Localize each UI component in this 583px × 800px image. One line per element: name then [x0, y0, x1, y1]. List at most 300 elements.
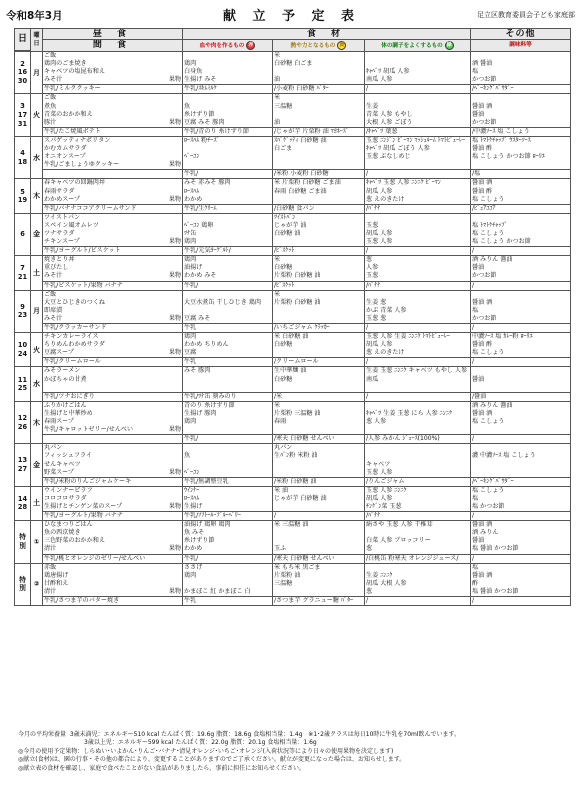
dish-item: [44, 444, 181, 452]
day-date: 9 23: [15, 290, 31, 332]
dish-name: みそ汁: [44, 272, 63, 280]
ingredient-line: 玉葱 人参 生姜 ﾆﾝﾆｸ ﾄﾏﾄﾋﾟｭｰﾚｰ: [366, 333, 450, 341]
day-row: [15, 136, 571, 169]
snack-red: 牛乳/ｽｷﾑﾐﾙｸ: [183, 85, 273, 94]
day-date: 特別: [15, 563, 31, 605]
dish-item: [44, 545, 181, 553]
snack-other: /中濃ｿｰｽ 塩 こしょう: [471, 127, 571, 136]
dish-item: [44, 307, 181, 315]
day-weekday: 月: [31, 290, 43, 332]
dish-name: ご飯: [44, 52, 57, 59]
ingredient-line: 濃 中濃ｿｰｽ 塩 こしょう: [472, 452, 536, 460]
ingredient-line: [274, 68, 363, 76]
ingredient-line: 絹さや 玉葱 人参 干椎茸: [366, 521, 433, 529]
dish-item: [44, 537, 181, 545]
ingredients-other: [471, 179, 571, 204]
ingredient-line: [366, 94, 469, 102]
ingredient-line: [184, 291, 271, 299]
ingredient-line: 白身魚: [184, 68, 203, 76]
day-date: 2 16 30: [15, 52, 31, 94]
snack-green: /: [365, 170, 471, 179]
snack-row: [15, 392, 571, 401]
ingredient-line: 米: [274, 256, 281, 264]
ingredient-line: 生姜 玉葱 ﾆﾝﾆｸ キャベツ もやし 人参: [366, 367, 468, 375]
dish-item: [44, 572, 181, 580]
dish-name: 重ぴたし: [44, 264, 69, 272]
day-weekday: 木: [31, 179, 43, 213]
ingredients-yellow: [273, 256, 365, 281]
snack-red: 牛乳/青のり 糸けずり節: [183, 127, 273, 136]
weekday-header: 曜日: [31, 29, 43, 52]
snack-other: /ﾋﾟｭｱｺｺｱ: [471, 204, 571, 213]
ingredients-green: [365, 179, 471, 204]
snack-green: /りんごジャム: [365, 477, 471, 486]
ingredient-line: 米: [274, 52, 281, 59]
ingredients-yellow: [273, 486, 365, 511]
ingredient-line: 魚: [184, 102, 191, 110]
ingredients-red: [183, 179, 273, 204]
day-weekday: 水: [31, 367, 43, 401]
ingredient-line: 玉葱 人参: [366, 468, 393, 476]
dish-name: 野菜スープ: [44, 468, 74, 476]
snack-other: /: [471, 358, 571, 367]
ingredient-line: 玉葱: [366, 221, 379, 229]
dish-item: [44, 291, 181, 299]
ingredients-green: [365, 521, 471, 554]
snack-other: /: [471, 281, 571, 290]
fruit-label: 果物: [168, 502, 181, 510]
ingredient-line: 南瓜 人参: [366, 76, 393, 84]
day-row: [15, 521, 571, 554]
dish-name: オニオンスープ: [44, 153, 86, 161]
dish-name: ウインナーピラフ: [44, 486, 93, 494]
allergy-note: ◎献立表の食材を確認し、家庭で食べたことがない食品がありましたら、事前に担任にお知らせください。: [18, 764, 306, 772]
ingredient-line: 白砂糖: [274, 264, 293, 272]
ingredient-line: [184, 214, 271, 222]
ingredient-line: ﾍﾞｰｺﾝ: [184, 153, 200, 161]
lunch-header: 昼 食: [43, 29, 183, 40]
month-label: 令和8年3月: [6, 10, 63, 22]
snack-yellow: /じゃが芋 片栗粉 油 ﾏﾖﾈｰｽﾞ: [273, 127, 365, 136]
ingredient-line: 片栗粉 白砂糖 油: [274, 272, 321, 280]
ingredient-line: [274, 111, 363, 119]
dish-item: [44, 349, 181, 357]
ingredient-line: ｳｲﾝﾅｰ: [184, 486, 200, 494]
snack-red: 牛乳/ｿﾌﾄｰﾙ･ﾌﾞﾙｰﾍﾞﾘｰ: [183, 512, 273, 521]
ingredients-yellow: [273, 444, 365, 477]
snack-other: /ﾍﾞｰｷﾝｸﾞﾊﾟｳﾀﾞｰ: [471, 85, 571, 94]
ingredients-green: [365, 94, 471, 127]
ingredient-line: 青のり 糸けずり節: [184, 401, 235, 409]
dish-item: [44, 503, 181, 511]
dish-name: キャベツの塩昆布和え: [44, 68, 105, 76]
snack-name: 牛乳/バナナココアクリームサンド: [43, 204, 183, 213]
ingredient-line: 塩 ﾄﾏﾄｹﾁｬｯﾌﾟ ｳｽﾀｰｿｰｽ: [472, 136, 531, 144]
dish-item: [44, 60, 181, 68]
dish-name: 焼きとり丼: [44, 256, 75, 264]
ingredient-line: 米 もち米 黒ごま: [274, 563, 321, 571]
ingredient-line: 油揚げ 鶏卵 鶏肉: [184, 521, 231, 529]
dish-name: みそ汁: [44, 76, 63, 84]
green-circle-icon: 緑: [446, 41, 452, 48]
ingredient-line: [184, 52, 271, 60]
ingredient-line: 豆腐 みそ 豚肉: [184, 118, 225, 126]
ingredient-line: 胡瓜 人参: [366, 494, 393, 502]
dish-item: [44, 384, 181, 392]
ingredients-yellow: [273, 563, 365, 596]
ingredient-line: 葱 えのきたけ: [366, 349, 405, 357]
ingredient-line: [184, 461, 271, 469]
ingredient-line: ﾂｲｽﾄﾊﾟﾝ: [274, 213, 296, 221]
day-row: [15, 486, 571, 511]
lunch-dishes: [43, 213, 183, 246]
dish-item: [44, 153, 181, 161]
ingredient-line: 醤油 酢: [472, 145, 493, 153]
ingredients-red: [183, 290, 273, 323]
ingredient-line: ﾂﾅ缶: [184, 229, 197, 237]
lunch-dishes: [43, 136, 183, 169]
snack-green: /ﾊﾞﾅﾅ: [365, 281, 471, 290]
ingredient-line: 鶏肉: [184, 418, 197, 426]
snack-name: 牛乳/米粉のりんごジャムケーキ: [43, 477, 183, 486]
snack-yellow: /寒天 白砂糖 せんべい: [273, 435, 365, 444]
ingredient-line: ﾍﾞｰｺﾝ: [184, 468, 200, 476]
snack-red: 牛乳/生ｸﾘｰﾑ: [183, 204, 273, 213]
ingredient-line: 醤油 酒: [472, 521, 493, 529]
dish-name: 三色野菜のおかか和え: [44, 537, 105, 545]
ingredient-line: 塩 こしょう: [472, 349, 505, 357]
group-yellow-header: [273, 40, 365, 52]
lunch-dishes: [43, 179, 183, 204]
dish-name: 清汁: [44, 545, 57, 553]
snack-other: /: [471, 597, 571, 606]
ingredient-line: 南瓜: [366, 375, 379, 383]
dish-item: [44, 461, 181, 469]
ingredient-line: 三温糖: [274, 102, 293, 110]
ingredients-red: [183, 213, 273, 246]
ingredients-yellow: [273, 521, 365, 554]
ingredient-line: ｷｬﾍﾞﾂ 胡瓜 ごぼう 人参: [366, 145, 430, 153]
ingredient-line: [366, 60, 469, 68]
dish-item: [44, 272, 181, 280]
day-date: 12 26: [15, 401, 31, 443]
day-row: [15, 333, 571, 358]
snack-other: /: [471, 512, 571, 521]
ingredient-line: かつお節: [472, 272, 497, 280]
day-date: 4 18: [15, 136, 31, 178]
ingredients-green: [365, 486, 471, 511]
ingredient-line: 塩: [472, 563, 479, 571]
ingredient-line: ﾛｰｽﾊﾑ: [184, 494, 200, 502]
ingredient-line: [184, 426, 271, 434]
snack-green: /ﾊﾞﾅﾅ: [365, 204, 471, 213]
fruit-label: 果物: [168, 426, 181, 434]
dish-item: [44, 179, 181, 187]
ingredient-line: 酒 みりん: [472, 529, 499, 537]
seasoning-header: 調味料等: [471, 40, 571, 52]
lunch-dishes: [43, 444, 183, 477]
ingredients-green: [365, 52, 471, 85]
ingredient-line: 片栗粉 油: [274, 571, 301, 579]
day-row: [15, 256, 571, 281]
day-weekday: 金: [31, 444, 43, 486]
ingredient-line: 醤油 酒: [472, 571, 493, 579]
ingredients-yellow: [273, 213, 365, 246]
ingredients-other: [471, 256, 571, 281]
ingredients-other: [471, 401, 571, 434]
ingredient-line: 米: [274, 290, 281, 298]
ingredient-line: 豆腐 みそ: [184, 314, 211, 322]
ingredients-red: [183, 401, 273, 434]
ingredient-line: 葱 人参: [366, 418, 387, 426]
snack-name: 牛乳/桃とオレンジのゼリー/せんべい: [43, 554, 183, 563]
ingredient-line: 酒 みりん 醤油: [472, 401, 513, 409]
dish-name: かぼちゃの甘煮: [44, 375, 87, 383]
snack-header: 間 食: [43, 40, 183, 52]
ingredients-red: [183, 521, 273, 554]
snack-yellow: /ﾋﾞｽｹｯﾄ: [273, 281, 365, 290]
ingredient-line: 葱: [366, 587, 373, 595]
notes-section: [18, 731, 570, 773]
avg-under3-text: 3歳未満児：エネルギー510 kcal たんぱく質：19.6g 脂質：18.6g 食塩相当量：1.4g: [69, 731, 303, 738]
ingredient-line: [366, 214, 469, 222]
ingredient-line: かぶ 青菜 人参: [366, 306, 407, 314]
snack-row: [15, 170, 571, 179]
snack-red: 牛乳: [183, 358, 273, 367]
day-weekday: 月: [31, 52, 43, 94]
dish-item: [44, 367, 181, 375]
ingredients-red: [183, 52, 273, 85]
ingredient-line: [274, 503, 363, 511]
day-row: [15, 290, 571, 323]
snack-row: [15, 597, 571, 606]
dish-name: ツイストパン: [44, 213, 81, 221]
lunch-dishes: [43, 256, 183, 281]
dish-name: コロコロサラダ: [44, 494, 87, 502]
dish-item: [44, 452, 181, 460]
lunch-dishes: [43, 94, 183, 127]
ingredient-line: 鶏肉: [184, 333, 197, 341]
ingredient-line: 白砂糖: [274, 375, 293, 383]
dish-item: [44, 103, 181, 111]
page-title: 献 立 予 定 表: [222, 9, 361, 24]
dish-name: 春雨スープ: [44, 418, 74, 426]
lunch-dishes: [43, 52, 183, 85]
dish-item: [44, 188, 181, 196]
ingredient-line: 塩 こしょう: [472, 229, 505, 237]
milk-note: ※1･2歳クラスは毎日10時に牛乳を70ml飲んでいます。: [308, 731, 461, 738]
snack-red: 牛乳/: [183, 554, 273, 563]
snack-row: [15, 85, 571, 94]
group-green-label: 体の調子をよくするもの: [381, 42, 443, 49]
dish-name: スペイン風オムレツ: [44, 221, 99, 229]
ingredient-line: かつお節: [472, 118, 497, 126]
ingredients-red: [183, 486, 273, 511]
ingredient-line: [274, 307, 363, 315]
ingredients-other: [471, 213, 571, 246]
ingredient-line: 片栗粉 三温糖 油: [274, 409, 321, 417]
snack-other: /ﾍﾞｰｷﾝｸﾞﾊﾟｳﾀﾞｰ: [471, 477, 571, 486]
snack-row: [15, 127, 571, 136]
ingredient-line: 玉葱 人参: [366, 238, 393, 246]
day-date: 11 25: [15, 367, 31, 401]
ingredients-yellow: [273, 333, 365, 358]
dish-name: みそ汁: [44, 314, 63, 322]
red-circle-icon: 赤: [248, 41, 254, 48]
day-weekday: ②: [31, 563, 43, 605]
ingredients-other: [471, 444, 571, 477]
ingredients-yellow: [273, 179, 365, 204]
dish-name: 牛乳/キャロットゼリー/せんべい: [44, 426, 133, 434]
dish-item: [44, 469, 181, 477]
ingredients-yellow: [273, 290, 365, 323]
snack-name: 牛乳/ヨーグルト/果物 バナナ: [43, 512, 183, 521]
ingredients-header: 食 材: [183, 29, 471, 40]
ingredients-green: [365, 563, 471, 596]
ingredient-line: みそ 赤みそ 豚肉: [184, 179, 231, 187]
ingredient-line: [366, 452, 469, 460]
day-weekday: 火: [31, 333, 43, 367]
ingredients-red: [183, 136, 273, 169]
dish-item: [44, 230, 181, 238]
day-row: [15, 563, 571, 596]
dish-name: 鶏唐揚げ: [44, 571, 69, 579]
dish-item: [44, 111, 181, 119]
snack-red: 牛乳/: [183, 281, 273, 290]
ingredient-line: [184, 376, 271, 384]
ingredients-red: [183, 444, 273, 477]
ingredient-line: [472, 367, 569, 375]
fruit-label: 果物: [168, 76, 181, 84]
snack-other: /: [471, 247, 571, 256]
ingredient-line: 大豆水煮缶 干しひじき 鶏肉: [184, 298, 261, 306]
lunch-dishes: [43, 401, 183, 434]
ingredients-yellow: [273, 136, 365, 169]
ingredient-line: [184, 161, 271, 169]
group-red-label: 血や肉を作るもの: [199, 42, 245, 49]
ingredient-line: 玉葱 ﾆﾝｼﾞﾝ ﾋﾟｰﾏﾝ ﾏｯｼｭﾙｰﾑ ﾄﾏﾄﾋﾟｭｰﾚｰ: [366, 136, 466, 144]
fruit-label: 果物: [168, 468, 181, 476]
ingredient-line: 玉葱 人参 ﾆﾝﾆｸ: [366, 486, 407, 494]
ingredient-line: [366, 161, 469, 169]
dish-name: 豚汁: [44, 118, 57, 126]
ingredient-line: ｷｬﾍﾞﾂ 胡瓜 人参: [366, 68, 410, 76]
ingredient-line: 春雨 白砂糖 ごま油: [274, 187, 327, 195]
ingredient-line: 玉葱: [366, 272, 379, 280]
ingredient-line: [274, 461, 363, 469]
dish-name: 春雨サラダ: [44, 187, 75, 195]
day-date: 13 27: [15, 444, 31, 486]
ingredient-line: 糸けずり節: [184, 110, 215, 118]
dish-name: 牛乳/ごましょうゆクッキー: [44, 161, 120, 169]
fruit-label: 果物: [168, 195, 181, 203]
dish-name: 甘酢和え: [44, 579, 69, 587]
dish-name: 魚の西京焼き: [44, 529, 81, 537]
ingredients-other: [471, 521, 571, 554]
dish-item: [44, 426, 181, 434]
dish-item: [44, 222, 181, 230]
day-row: [15, 94, 571, 127]
ingredient-line: 塩: [472, 494, 479, 502]
menu-table: [14, 28, 571, 606]
day-date: 3 17 31: [15, 94, 31, 136]
ingredient-line: ﾁﾝｹﾞﾝ菜 玉葱: [366, 502, 402, 510]
ingredient-line: 塩 ﾄﾏﾄｹﾁｬｯﾌﾟ: [472, 221, 508, 229]
snack-name: 牛乳/ヨーグルト/ビスケット: [43, 247, 183, 256]
snack-green: /: [365, 247, 471, 256]
ingredient-line: 醤油: [472, 537, 485, 545]
snack-green: /ﾊﾞﾅﾅ: [365, 512, 471, 521]
snack-name: 牛乳/さつま芋のバター焼き: [43, 597, 183, 606]
dish-name: 鶏肉のごま焼き: [44, 60, 87, 68]
ingredient-line: 醤油 酒: [472, 102, 493, 110]
day-row: [15, 401, 571, 434]
ingredient-line: わかめ: [184, 195, 203, 203]
ingredient-line: [472, 461, 569, 469]
ingredient-line: 塩: [472, 306, 479, 314]
snack-yellow: /さつま芋 グラニュー糖 ﾊﾞﾀｰ: [273, 597, 365, 606]
snack-green: /人参 みかん ｼﾞｭｰｽ(100%): [365, 435, 471, 444]
ingredients-green: [365, 256, 471, 281]
day-weekday: ①: [31, 521, 43, 563]
ingredient-line: 玉ふ: [274, 545, 287, 553]
lunch-dishes: [43, 486, 183, 511]
dish-name: 生揚げと中華炒め: [44, 409, 93, 417]
ingredient-line: 玉葱 ぶなしめじ: [366, 153, 411, 161]
dish-item: [44, 588, 181, 596]
menu-body: [15, 52, 571, 606]
ingredient-line: 葱: [366, 545, 373, 553]
ingredient-line: [184, 307, 271, 315]
dish-name: みそラーメン: [44, 367, 81, 375]
ingredient-line: 油揚げ: [184, 264, 203, 272]
snack-row: [15, 281, 571, 290]
ingredients-other: [471, 136, 571, 169]
fruit-label: 果物: [168, 272, 181, 280]
ingredient-line: [366, 444, 469, 452]
snack-row: [15, 204, 571, 213]
ingredient-line: 白ごま: [274, 145, 293, 153]
ingredient-line: わかめ ちりめん: [184, 341, 229, 349]
ingredient-line: [274, 315, 363, 323]
day-row: [15, 52, 571, 85]
ingredient-line: 生揚げ みそ: [184, 76, 217, 84]
day-row: [15, 444, 571, 477]
ingredient-line: 胡瓜 大根 人参: [366, 579, 407, 587]
snack-name: [43, 170, 183, 179]
ingredient-line: [274, 529, 363, 537]
ingredient-line: [184, 580, 271, 588]
ingredients-red: [183, 94, 273, 127]
snack-name: 牛乳/たこ焼風ポテト: [43, 127, 183, 136]
ingredient-line: かまぼこ 紅 かまぼこ 白: [184, 587, 251, 595]
ingredient-line: 葱 えのきたけ: [366, 195, 405, 203]
ingredient-line: ｷｬﾍﾞﾂ 玉葱 人参 ﾆﾝﾆｸ ﾋﾟｰﾏﾝ: [366, 179, 441, 187]
fruit-label: 果物: [168, 161, 181, 169]
snack-red: 牛乳: [183, 324, 273, 333]
dish-item: [44, 214, 181, 222]
ingredient-line: 白砂糖 油: [274, 229, 301, 237]
dish-name: 青菜のおかか和え: [44, 110, 93, 118]
snack-green: /白桃缶 粉寒天 オレンジジュース/: [365, 554, 471, 563]
ingredient-line: 胡瓜 人参: [366, 341, 393, 349]
day-date: 14 28: [15, 486, 31, 520]
dish-item: [44, 333, 181, 341]
ingredient-line: 魚 みそ: [184, 529, 205, 537]
ingredient-line: [274, 426, 363, 434]
dish-item: [44, 402, 181, 410]
ingredient-line: 塩 醤油 かつお節: [472, 545, 519, 553]
